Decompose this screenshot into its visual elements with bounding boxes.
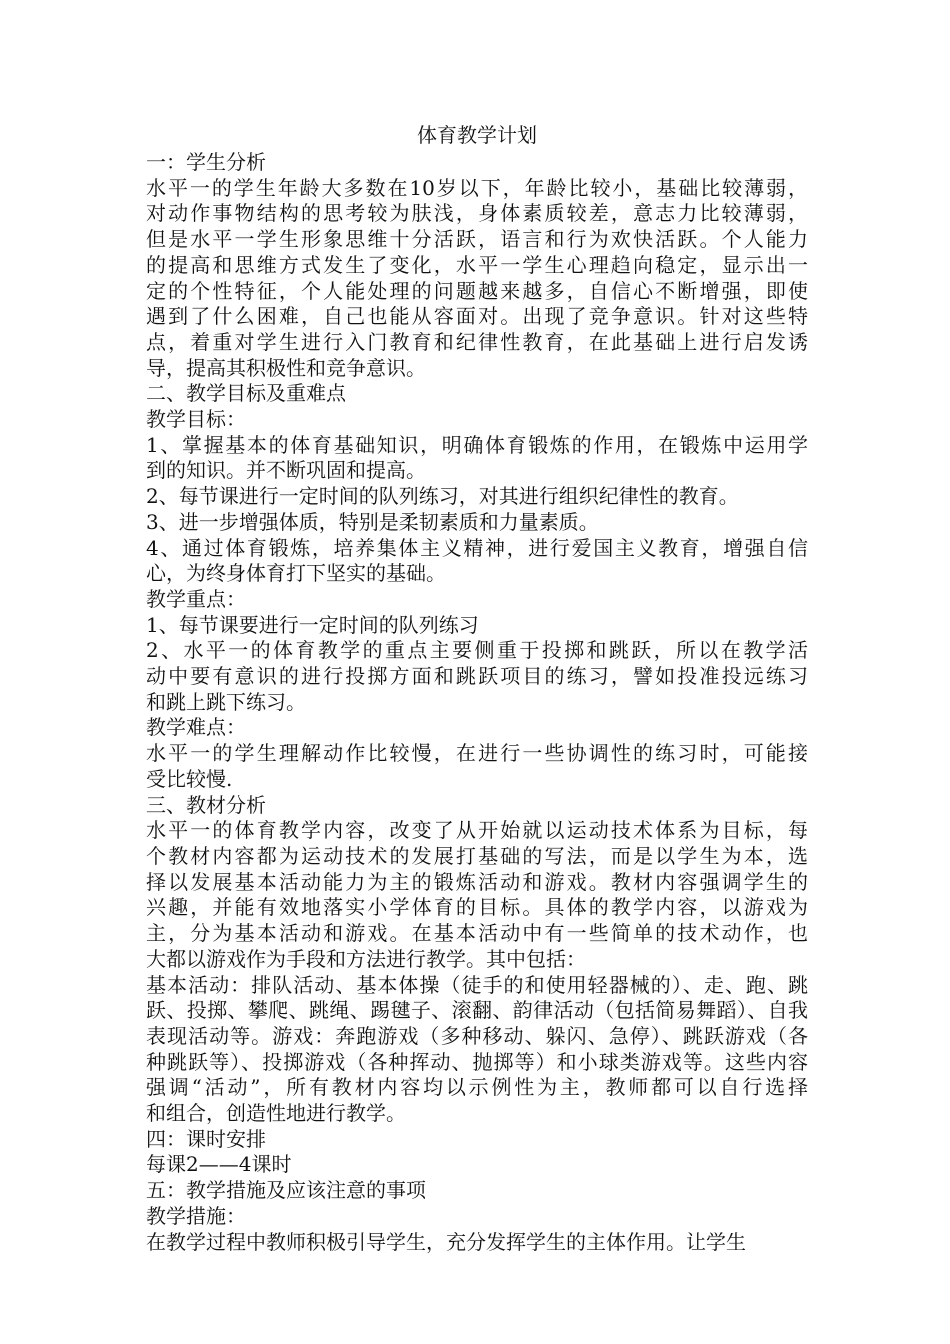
- text-line: 1、掌握基本的体育基础知识，明确体育锻炼的作用，在锻炼中运用学: [146, 432, 808, 457]
- text-line: 兴趣，并能有效地落实小学体育的目标。具体的教学内容，以游戏为: [146, 895, 808, 920]
- text-line: 和跳上跳下练习。: [146, 689, 306, 714]
- text-line: 4、通过体育锻炼，培养集体主义精神，进行爱国主义教育，增强自信: [146, 535, 808, 560]
- text-line: 教学措施：: [146, 1203, 246, 1228]
- text-line: 遇到了什么困难，自己也能从容面对。出现了竞争意识。针对这些特: [146, 304, 808, 329]
- text-line: 对动作事物结构的思考较为肤浅，身体素质较差，意志力比较薄弱，: [146, 201, 808, 226]
- text-line: 水平一的体育教学内容，改变了从开始就以运动技术体系为目标，每: [146, 818, 808, 843]
- text-line: 四：课时安排: [146, 1126, 266, 1151]
- text-line: 但是水平一学生形象思维十分活跃，语言和行为欢快活跃。个人能力: [146, 227, 808, 252]
- text-line: 种跳跃等）、投掷游戏（各种挥动、抛掷等）和小球类游戏等。这些内容: [146, 1049, 808, 1074]
- text-line: 的提高和思维方式发生了变化，水平一学生心理趋向稳定，显示出一: [146, 252, 808, 277]
- text-line: 心，为终身体育打下坚实的基础。: [146, 561, 446, 586]
- text-line: 2、每节课进行一定时间的队列练习，对其进行组织纪律性的教育。: [146, 484, 739, 509]
- text-line: 基本活动：排队活动、基本体操（徒手的和使用轻器械的）、走、跑、跳: [146, 972, 808, 997]
- text-line: 大都以游戏作为手段和方法进行教学。其中包括：: [146, 946, 586, 971]
- text-line: 每课2——4课时: [146, 1152, 292, 1177]
- text-line: 定的个性特征，个人能处理的问题越来越多，自信心不断增强，即使: [146, 278, 808, 303]
- text-line: 三、教材分析: [146, 792, 266, 817]
- text-line: 1、每节课要进行一定时间的队列练习: [146, 612, 479, 637]
- document-title: 体育教学计划: [417, 123, 537, 147]
- text-line: 五：教学措施及应该注意的事项: [146, 1178, 426, 1203]
- text-line: 2、水平一的体育教学的重点主要侧重于投掷和跳跃，所以在教学活: [146, 638, 808, 663]
- text-line: 个教材内容都为运动技术的发展打基础的写法，而是以学生为本，选: [146, 843, 808, 868]
- text-line: 一：学生分析: [146, 150, 266, 174]
- document-body: [146, 150, 808, 1255]
- text-line: 受比较慢.: [146, 766, 233, 791]
- text-line: 和组合，创造性地进行教学。: [146, 1101, 406, 1126]
- text-line: 水平一的学生年龄大多数在10岁以下，年龄比较小，基础比较薄弱，: [146, 175, 808, 200]
- text-line: 教学重点：: [146, 586, 246, 611]
- text-line: 在教学过程中教师积极引导学生，充分发挥学生的主体作用。让学生: [146, 1229, 746, 1254]
- text-line: 择以发展基本活动能力为主的锻炼活动和游戏。教材内容强调学生的: [146, 869, 808, 894]
- text-line: 3、进一步增强体质，特别是柔韧素质和力量素质。: [146, 509, 599, 534]
- text-line: 点，着重对学生进行入门教育和纪律性教育，在此基础上进行启发诱: [146, 329, 808, 354]
- text-line: 水平一的学生理解动作比较慢，在进行一些协调性的练习时，可能接: [146, 741, 808, 766]
- text-line: 强调“活动”，所有教材内容均以示例性为主，教师都可以自行选择: [146, 1075, 808, 1100]
- text-line: 表现活动等。游戏：奔跑游戏（多种移动、躲闪、急停）、跳跃游戏（各: [146, 1023, 808, 1048]
- text-line: 跃、投掷、攀爬、跳绳、踢毽子、滚翻、韵律活动（包括简易舞蹈）、自我: [146, 998, 808, 1023]
- text-line: 主，分为基本活动和游戏。在基本活动中有一些简单的技术动作，也: [146, 921, 808, 946]
- text-line: 导，提高其积极性和竞争意识。: [146, 355, 426, 380]
- document-page: [146, 120, 808, 1255]
- text-line: 二、教学目标及重难点: [146, 381, 346, 406]
- text-line: 教学目标：: [146, 407, 246, 432]
- text-line: 教学难点：: [146, 715, 246, 740]
- text-line: 到的知识。并不断巩固和提高。: [146, 458, 426, 483]
- text-line: 动中要有意识的进行投掷方面和跳跃项目的练习，譬如投准投远练习: [146, 664, 808, 689]
